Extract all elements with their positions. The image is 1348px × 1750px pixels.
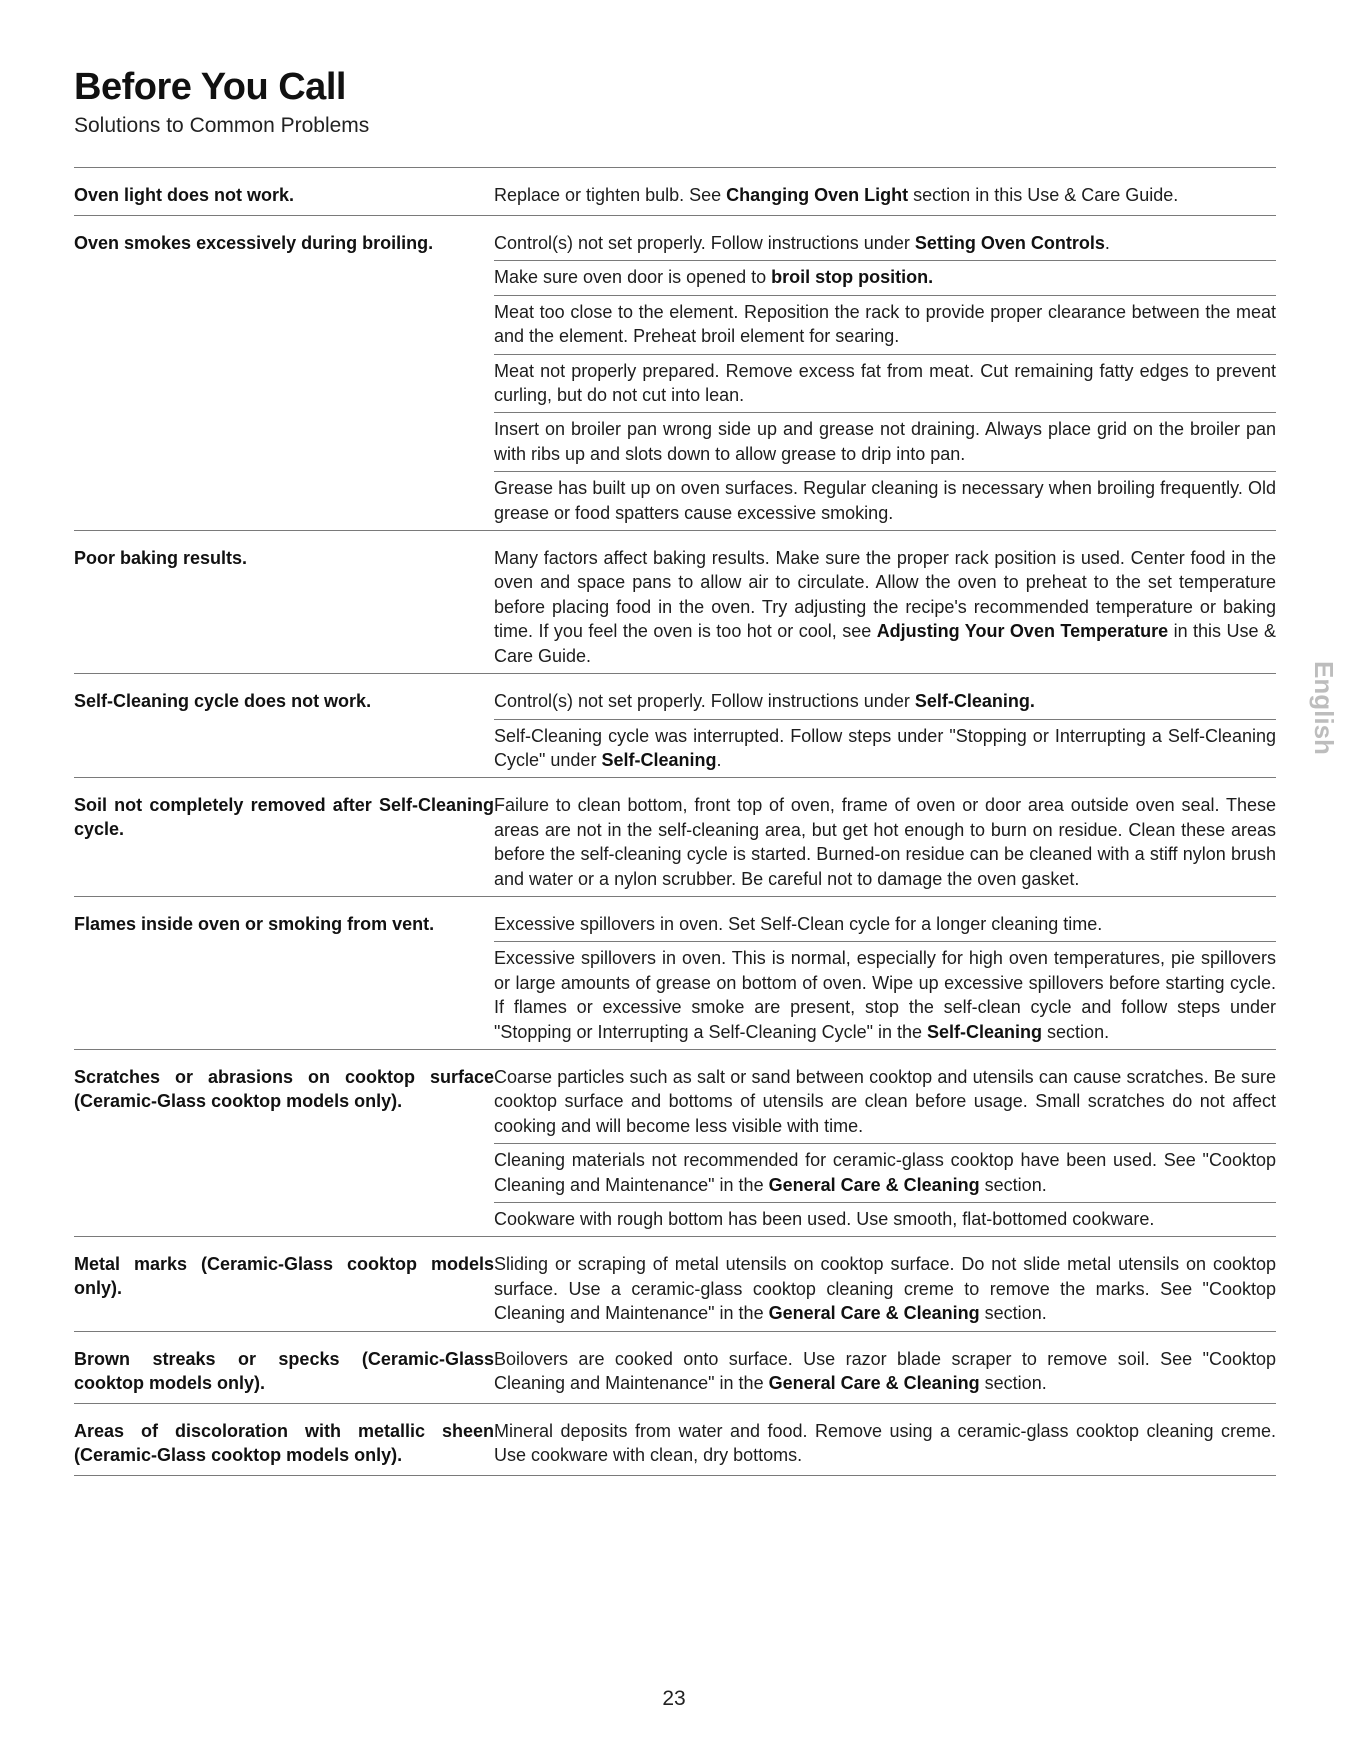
- problem-label: Poor baking results.: [74, 548, 248, 569]
- troubleshooting-table: [74, 167, 1276, 1476]
- solution-text: [494, 471, 1276, 530]
- solution-fragment: section in this Use & Care Guide.: [908, 185, 1179, 205]
- solution-fragment: Many factors affect baking results. Make sure the proper rack position is used. Center food in the oven and space pans to allow air to circulate. Allow the oven to preheat to the set temperature before placing food in the oven. Try adjusting the recipe's recommended temperature or baking time. If you feel the oven is too hot or cool, see: [494, 548, 1276, 642]
- table-row: [74, 1332, 1276, 1404]
- solution-fragment: Grease has built up on oven surfaces. Regular cleaning is necessary when broiling frequently. Old grease or food spatters cause excessive smoking.: [494, 478, 1276, 523]
- solution-fragment: Replace or tighten bulb. See: [494, 185, 727, 205]
- language-tab-label: English: [1309, 661, 1339, 755]
- solution-text: [494, 897, 1276, 941]
- solution-text: [494, 1404, 1276, 1473]
- solution-text: [494, 674, 1276, 718]
- solution-fragment: Boilovers are cooked onto surface. Use razor blade scraper to remove soil. See "Cooktop Cleaning and Maintenance" in the: [494, 1348, 1276, 1394]
- solution-fragment: section.: [979, 1373, 1047, 1394]
- problem-label: Oven smokes excessively during broiling.: [74, 233, 434, 253]
- problem-label: Self-Cleaning cycle does not work.: [74, 691, 372, 712]
- page-title: Before You Call: [74, 66, 346, 108]
- solution-text: [494, 168, 1276, 212]
- problem-label: Scratches or abrasions on cooktop surface (Ceramic-Glass cooktop models only).: [74, 1066, 494, 1111]
- solution-fragment: Coarse particles such as salt or sand between cooktop and utensils can cause scratches. Be sure cooktop surface and bottoms of utensils are clean before usage. Small scratches do not affect cooking and will become less visible with time.: [494, 1066, 1276, 1136]
- solution-fragment: section.: [1042, 1021, 1110, 1042]
- solution-text: [494, 778, 1276, 896]
- solution-fragment: Mineral deposits from water and food. Remove using a ceramic-glass cooktop cleaning creme. Use cookware with clean, dry bottoms.: [494, 1420, 1276, 1466]
- solutions-cell: [494, 1332, 1276, 1403]
- language-tab-mark: [1296, 628, 1339, 788]
- solution-text: [494, 260, 1276, 294]
- solution-fragment: Cookware with rough bottom has been used. Use smooth, flat-bottomed cookware.: [494, 1209, 1155, 1229]
- solution-reference: General Care & Cleaning: [768, 1303, 980, 1324]
- problem-label: Metal marks (Ceramic-Glass cooktop models only).: [74, 1254, 494, 1299]
- solutions-cell: [494, 531, 1276, 673]
- problem-label: Brown streaks or specks (Ceramic-Glass cooktop models only).: [74, 1348, 494, 1393]
- solution-fragment: Insert on broiler pan wrong side up and grease not draining. Always place grid on the broiler pan with ribs up and slots down to allow grease to drip into pan.: [494, 419, 1276, 464]
- solution-text: [494, 1202, 1276, 1236]
- solution-reference: broil stop position.: [771, 267, 934, 288]
- solution-fragment: Control(s) not set properly. Follow instructions under: [494, 691, 915, 712]
- table-row: [74, 1237, 1276, 1331]
- solution-fragment: .: [1104, 233, 1110, 253]
- solution-reference: General Care & Cleaning: [768, 1174, 980, 1195]
- table-row: [74, 778, 1276, 897]
- solution-fragment: Meat too close to the element. Reposition the rack to provide proper clearance between the meat and the element. Preheat broil element for searing.: [494, 301, 1276, 347]
- page-number: 23: [662, 1687, 686, 1710]
- solutions-cell: [494, 674, 1276, 777]
- table-row: [74, 674, 1276, 778]
- solution-reference: Changing Oven Light: [726, 185, 909, 205]
- solution-text: [494, 1050, 1276, 1143]
- table-row: [74, 1050, 1276, 1237]
- solution-text: [494, 216, 1276, 260]
- solution-fragment: section.: [979, 1303, 1047, 1324]
- solution-text: [494, 295, 1276, 354]
- solution-reference: General Care & Cleaning: [768, 1373, 980, 1394]
- solutions-cell: [494, 216, 1276, 530]
- table-row: [74, 531, 1276, 674]
- solution-text: [494, 719, 1276, 778]
- table-row: [74, 168, 1276, 216]
- solution-fragment: .: [716, 749, 722, 770]
- solutions-cell: [494, 1237, 1276, 1330]
- problem-label: Soil not completely removed after Self-Cleaning cycle.: [74, 795, 494, 840]
- problem-label: Areas of discoloration with metallic sheen (Ceramic-Glass cooktop models only).: [74, 1420, 494, 1465]
- solutions-cell: [494, 1050, 1276, 1236]
- solution-fragment: Excessive spillovers in oven. This is normal, especially for high oven temperatures, pie spillovers or large amounts of grease on bottom of oven. Wipe up excessive spillovers before starting cycle. If flames or excessive smoke are present, stop the self-clean cycle and follow steps under "Stopping or Interrupting a Self-Cleaning Cycle" in the: [494, 948, 1276, 1042]
- solution-reference: Self-Cleaning: [601, 749, 717, 770]
- page-subtitle: Solutions to Common Problems: [74, 114, 370, 137]
- solution-reference: Self-Cleaning: [927, 1021, 1043, 1042]
- solution-reference: Setting Oven Controls: [914, 233, 1105, 253]
- solution-text: [494, 1332, 1276, 1401]
- solution-text: [494, 1143, 1276, 1202]
- solution-text: [494, 941, 1276, 1049]
- problem-label: Flames inside oven or smoking from vent.: [74, 913, 435, 934]
- solution-fragment: Sliding or scraping of metal utensils on cooktop surface. Do not slide metal utensils on cooktop surface. Use a ceramic-glass cooktop cleaning creme to remove the marks. See "Cooktop Cleaning and Maintenance" in the: [494, 1254, 1276, 1324]
- solution-text: [494, 354, 1276, 413]
- table-row: [74, 897, 1276, 1050]
- solution-text: [494, 531, 1276, 673]
- solutions-cell: [494, 778, 1276, 896]
- solution-text: [494, 1237, 1276, 1330]
- table-row: [74, 216, 1276, 531]
- solution-fragment: Self-Cleaning cycle was interrupted. Follow steps under "Stopping or Interrupting a Self-Cleaning Cycle" under: [494, 725, 1276, 770]
- problem-label: Oven light does not work.: [74, 185, 295, 205]
- solution-fragment: Meat not properly prepared. Remove excess fat from meat. Cut remaining fatty edges to prevent curling, but do not cut into lean.: [494, 360, 1276, 406]
- solution-fragment: Control(s) not set properly. Follow instructions under: [494, 233, 915, 253]
- solution-fragment: Excessive spillovers in oven. Set Self-Clean cycle for a longer cleaning time.: [494, 913, 1103, 934]
- solution-fragment: in this Use & Care Guide.: [494, 621, 1276, 666]
- solutions-cell: [494, 168, 1276, 215]
- solutions-cell: [494, 1404, 1276, 1475]
- solution-fragment: section.: [979, 1174, 1047, 1195]
- solution-fragment: Failure to clean bottom, front top of oven, frame of oven or door area outside oven seal. These areas are not in the self-cleaning area, but get hot enough to burn on residue. Clean these areas before the self-cleaning cycle is started. Burned-on residue can be cleaned with a stiff nylon brush and water or a nylon scrubber. Be careful not to damage the oven gasket.: [494, 795, 1276, 889]
- solution-reference: Self-Cleaning.: [914, 691, 1035, 712]
- solution-fragment: Make sure oven door is opened to: [494, 267, 772, 288]
- solution-fragment: Cleaning materials not recommended for ceramic-glass cooktop have been used. See "Cooktop Cleaning and Maintenance" in the: [494, 1150, 1276, 1195]
- solutions-cell: [494, 897, 1276, 1049]
- solution-text: [494, 412, 1276, 471]
- solution-reference: Adjusting Your Oven Temperature: [876, 621, 1169, 642]
- table-row: [74, 1404, 1276, 1476]
